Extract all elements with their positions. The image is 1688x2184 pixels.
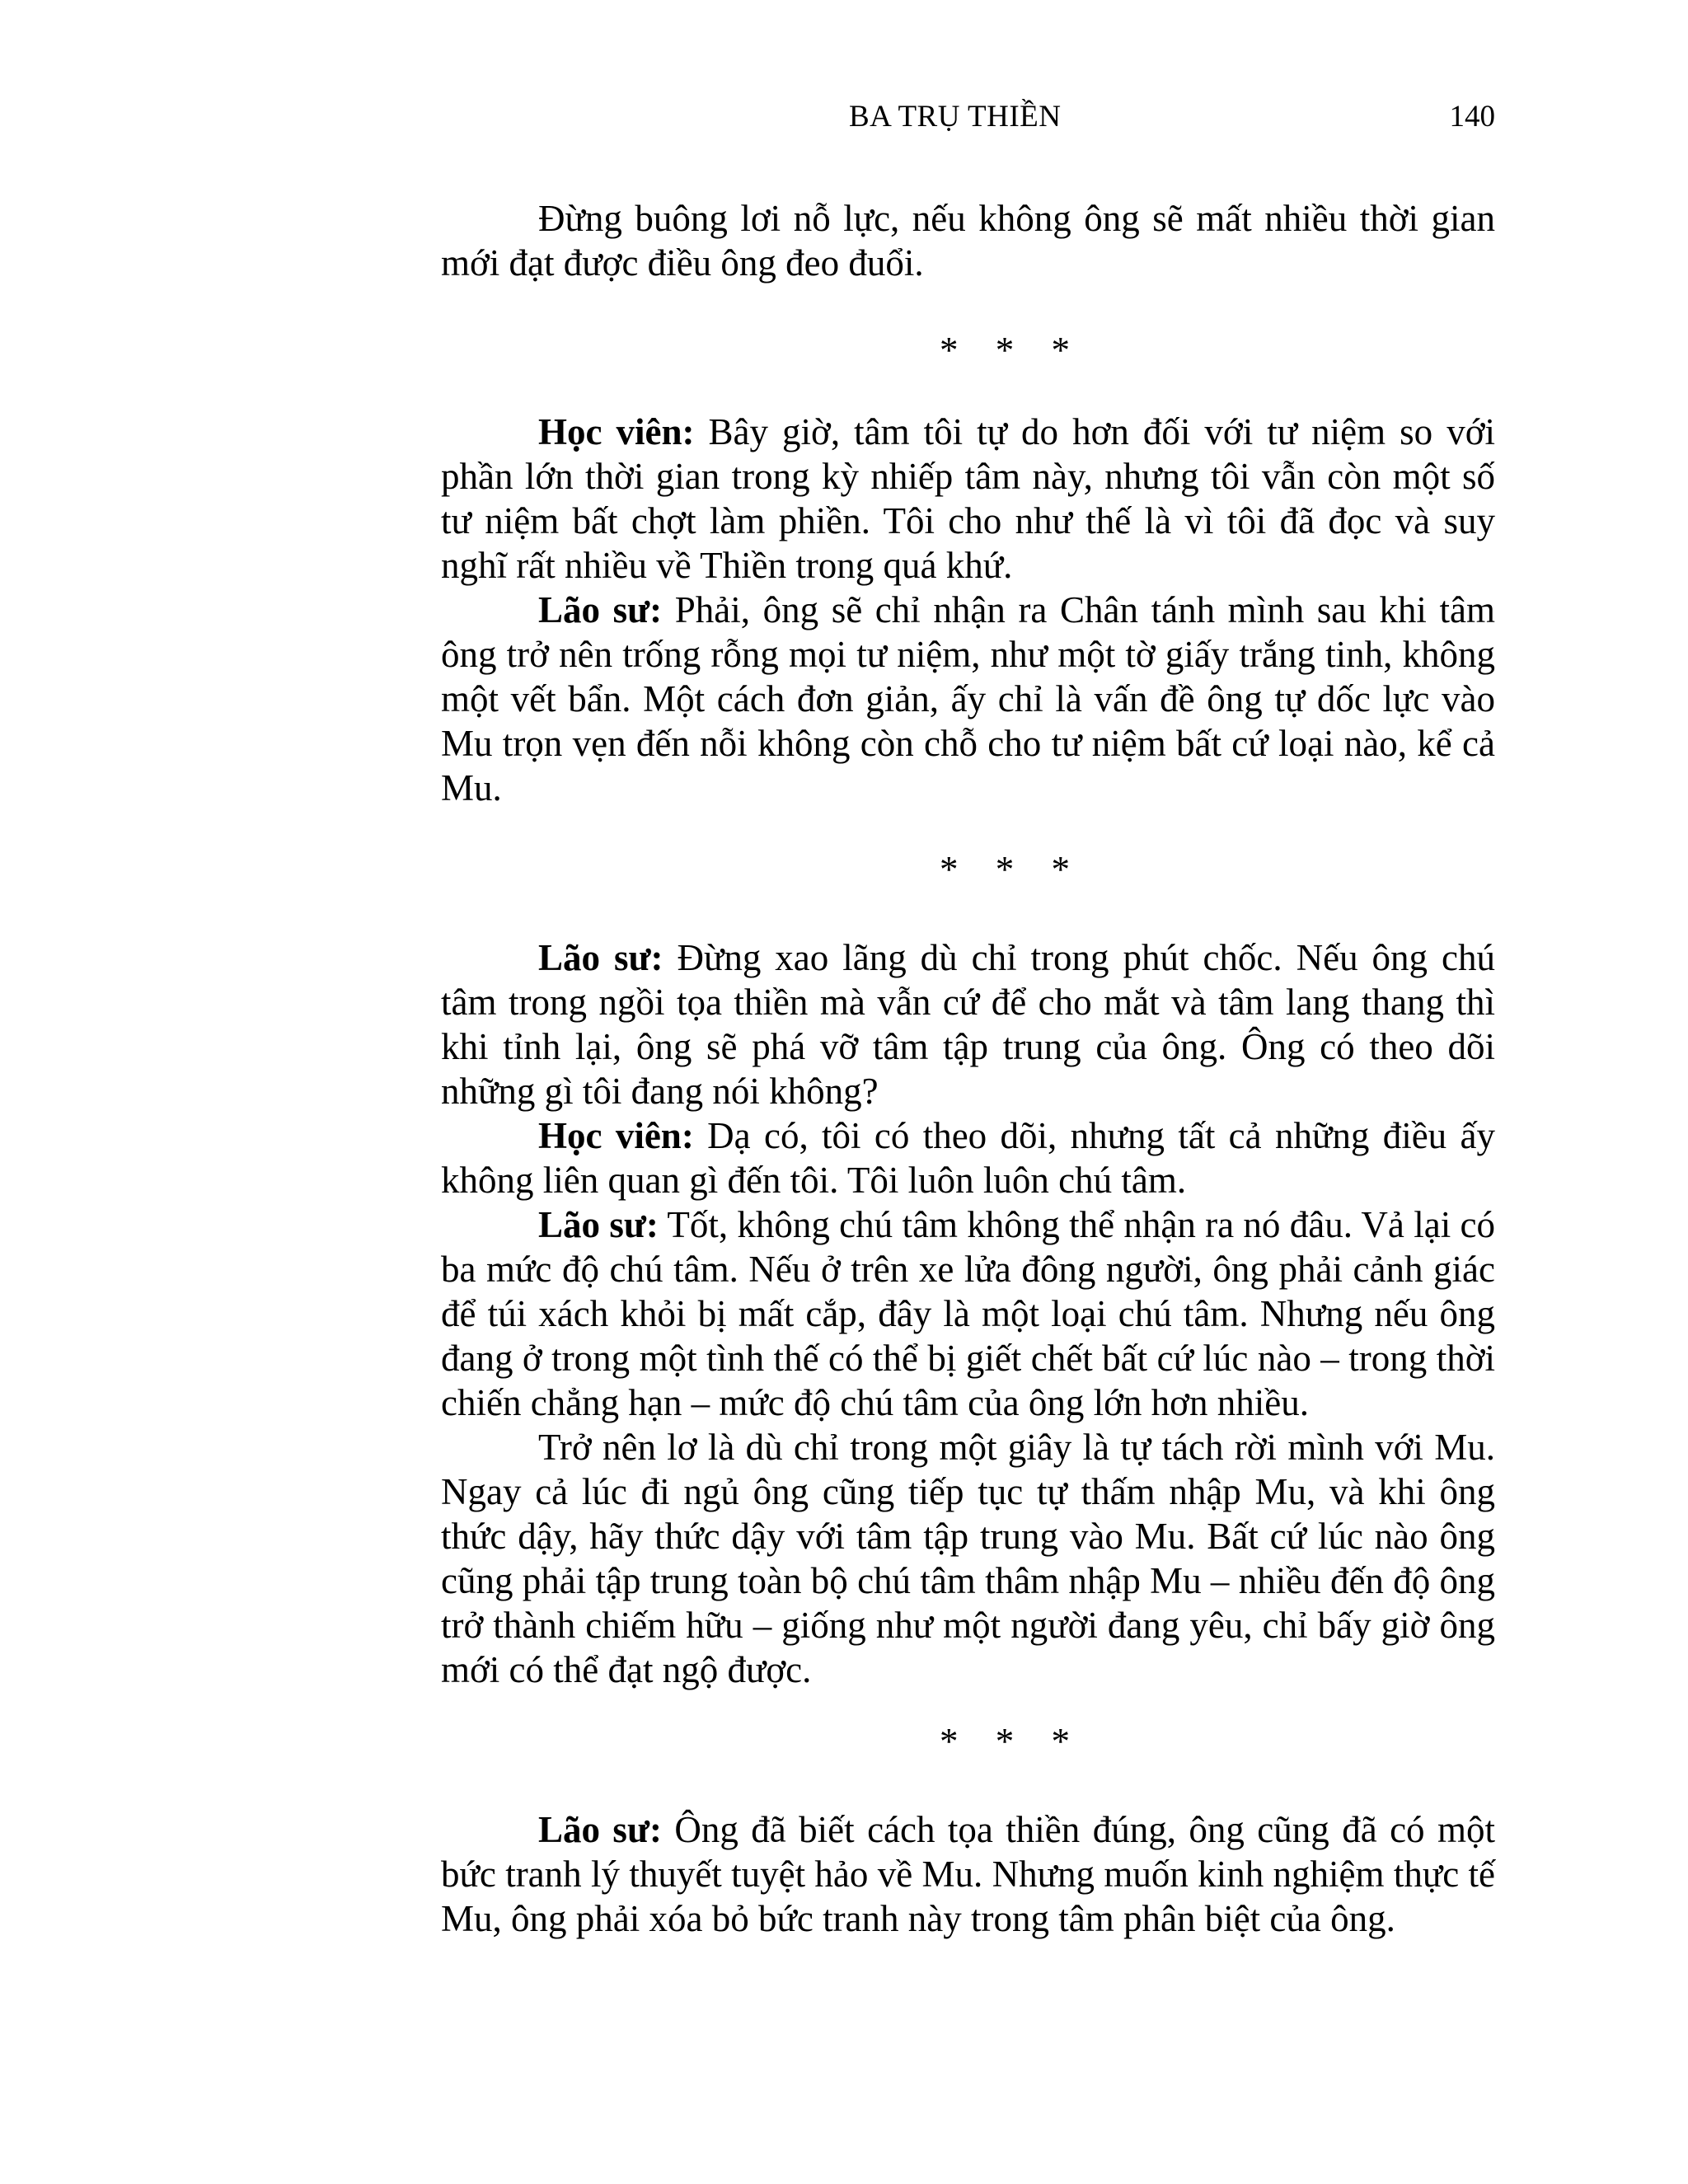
paragraph <box>441 588 1495 810</box>
paragraph <box>441 410 1495 588</box>
paragraph-text: Trở nên lơ là dù chỉ trong một giây là tự tách rời mình với Mu. Ngay cả lúc đi ngủ ông cũng tiếp tục tự thấm nhập Mu, và khi ông thức dậy, hãy thức dậy với tâm tập trung vào Mu. Bất cứ lúc nào ông cũng phải tập trung toàn bộ chú tâm thâm nhập Mu – nhiều đến độ ông trở thành chiếm hữu – giống như một người đang yêu, chỉ bấy giờ ông mới có thể đạt ngộ được. <box>441 1427 1495 1690</box>
paragraph <box>441 1807 1495 1941</box>
text-block-2 <box>441 410 1495 810</box>
text-block-1 <box>441 196 1495 285</box>
speaker-label: Lão sư: <box>538 1809 662 1850</box>
page-number: 140 <box>1449 100 1495 134</box>
paragraph <box>441 935 1495 1113</box>
paragraph-text: Đừng buông lơi nỗ lực, nếu không ông sẽ mất nhiều thời gian mới đạt được điều ông đeo đuổi. <box>441 198 1495 284</box>
speaker-label: Lão sư: <box>538 589 663 630</box>
paragraph <box>441 196 1495 285</box>
speaker-label: Lão sư: <box>538 1204 659 1245</box>
section-separator: * * * <box>940 849 1071 890</box>
paragraph-text: Dạ có, tôi có theo dõi, nhưng tất cả những điều ấy không liên quan gì đến tôi. Tôi luôn luôn chú tâm. <box>441 1115 1495 1201</box>
paragraph <box>441 1113 1495 1202</box>
section-separator: * * * <box>940 1721 1071 1762</box>
text-block-3 <box>441 935 1495 1692</box>
section-separator: * * * <box>940 330 1071 371</box>
paragraph-text: Bây giờ, tâm tôi tự do hơn đối với tư niệm so với phần lớn thời gian trong kỳ nhiếp tâm này, nhưng tôi vẫn còn một số tư niệm bất chợt làm phiền. Tôi cho như thế là vì tôi đã đọc và suy nghĩ rất nhiều về Thiền trong quá khứ. <box>441 411 1495 586</box>
paragraph-text: Ông đã biết cách tọa thiền đúng, ông cũng đã có một bức tranh lý thuyết tuyệt hảo về Mu. Nhưng muốn kinh nghiệm thực tế Mu, ông phải xóa bỏ bức tranh này trong tâm phân biệt của ông. <box>441 1809 1495 1939</box>
speaker-label: Lão sư: <box>538 937 663 978</box>
paragraph-text: Đừng xao lãng dù chỉ trong phút chốc. Nếu ông chú tâm trong ngồi tọa thiền mà vẫn cứ để cho mắt và tâm lang thang thì khi tỉnh lại, ông sẽ phá vỡ tâm tập trung của ông. Ông có theo dõi những gì tôi đang nói không? <box>441 937 1495 1112</box>
running-header-title: BA TRỤ THIỀN <box>849 100 1062 134</box>
paragraph <box>441 1202 1495 1425</box>
text-block-4 <box>441 1807 1495 1941</box>
paragraph-text: Tốt, không chú tâm không thể nhận ra nó đâu. Vả lại có ba mức độ chú tâm. Nếu ở trên xe lửa đông người, ông phải cảnh giác để túi xách khỏi bị mất cắp, đây là một loại chú tâm. Nhưng nếu ông đang ở trong một tình thế có thể bị giết chết bất cứ lúc nào – trong thời chiến chẳng hạn – mức độ chú tâm của ông lớn hơn nhiều. <box>441 1204 1495 1423</box>
paragraph-text: Phải, ông sẽ chỉ nhận ra Chân tánh mình sau khi tâm ông trở nên trống rỗng mọi tư niệm, như một tờ giấy trắng tinh, không một vết bẩn. Một cách đơn giản, ấy chỉ là vấn đề ông tự dốc lực vào Mu trọn vẹn đến nỗi không còn chỗ cho tư niệm bất cứ loại nào, kể cả Mu. <box>441 589 1495 808</box>
paragraph <box>441 1425 1495 1692</box>
speaker-label: Học viên: <box>538 1115 694 1156</box>
speaker-label: Học viên: <box>538 411 695 452</box>
